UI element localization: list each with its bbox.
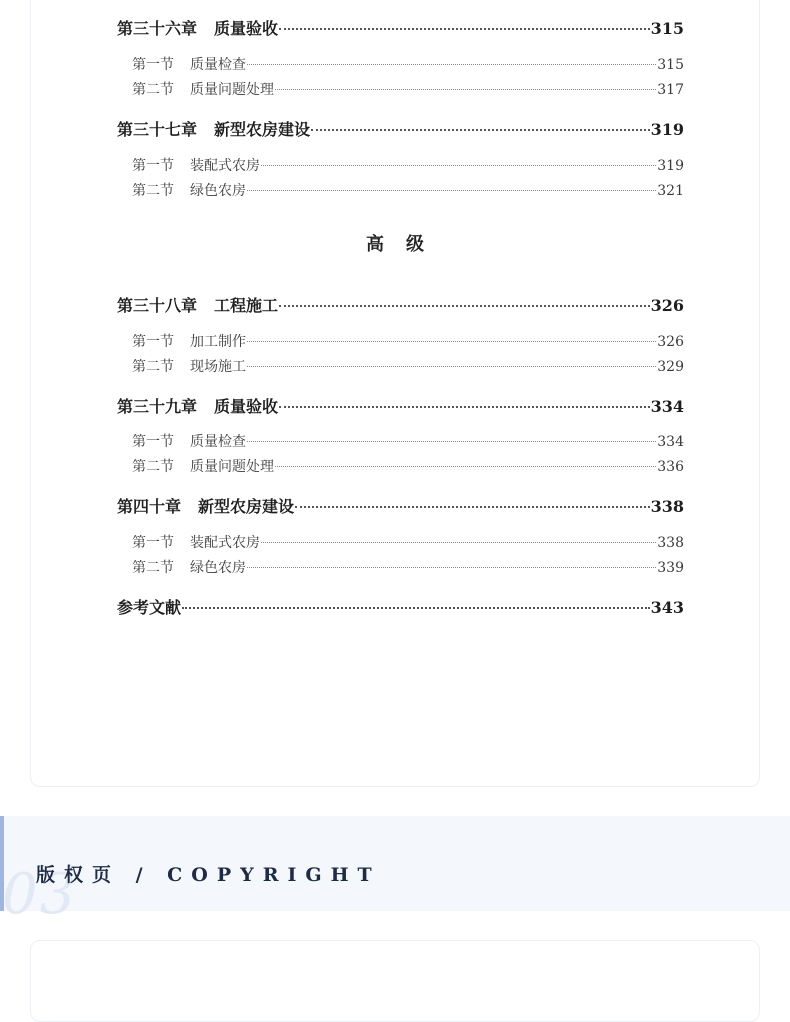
toc-entry-title: 装配式农房 (190, 158, 260, 174)
toc-section-row[interactable] (117, 431, 684, 451)
toc-entry-number: 第三十六章 (117, 19, 198, 38)
toc-section-row[interactable] (117, 356, 684, 376)
toc-page-number: 321 (657, 183, 684, 199)
toc-entry-title: 质量验收 (214, 397, 279, 416)
toc-page-number: 334 (650, 397, 684, 416)
toc-entry-number: 第二节 (132, 82, 174, 98)
toc-page-number: 338 (650, 497, 684, 516)
toc-entry-title: 质量检查 (190, 434, 246, 450)
toc-entry-number: 第一节 (132, 57, 174, 73)
dot-leader (247, 567, 656, 568)
dot-leader (275, 466, 656, 467)
toc-chapter-row[interactable] (117, 394, 684, 417)
toc-page-number: 326 (657, 334, 684, 350)
toc-entry-number: 第三十七章 (117, 120, 198, 139)
toc-entry-title: 装配式农房 (190, 535, 260, 551)
dot-leader (247, 341, 656, 342)
toc-entry-title: 绿色农房 (190, 560, 246, 576)
toc-section-row[interactable] (117, 79, 684, 99)
toc-entry-number: 第一节 (132, 158, 174, 174)
dot-leader (247, 441, 656, 442)
toc-entry-title: 质量验收 (214, 19, 279, 38)
toc-page-number: 338 (657, 535, 684, 551)
dot-leader (311, 129, 650, 131)
dot-leader (279, 305, 650, 307)
toc-section-row[interactable] (117, 532, 684, 552)
dot-leader (261, 542, 656, 543)
toc-chapter-row[interactable] (117, 117, 684, 140)
dot-leader (261, 165, 656, 166)
toc-chapter-row[interactable] (117, 293, 684, 316)
toc-entry-number: 第二节 (132, 183, 174, 199)
toc-entry-number: 第一节 (132, 535, 174, 551)
toc-entry-number: 第四十章 (117, 497, 182, 516)
toc-page-number: 339 (657, 560, 684, 576)
toc-page-number: 329 (657, 359, 684, 375)
level-heading: 高级 (366, 234, 446, 255)
toc-section-row[interactable] (117, 557, 684, 577)
toc-entry-number: 第一节 (132, 434, 174, 450)
toc-entry-title: 质量问题处理 (190, 82, 274, 98)
toc-entry-title: 新型农房建设 (198, 497, 295, 516)
toc-chapter-row[interactable] (117, 494, 684, 517)
toc-section-row[interactable] (117, 456, 684, 476)
dot-leader (182, 607, 650, 609)
toc-section-row[interactable] (117, 180, 684, 200)
toc-page-number: 319 (650, 120, 684, 139)
toc-entry-title: 新型农房建设 (214, 120, 311, 139)
toc-page-number: 334 (657, 434, 684, 450)
copyright-card (30, 940, 760, 1022)
dot-leader (247, 366, 656, 367)
toc-chapter-row[interactable] (117, 595, 684, 618)
toc-page-number: 315 (657, 57, 684, 73)
dot-leader (279, 28, 650, 30)
dot-leader (275, 89, 656, 90)
section-title: 版权页 / COPYRIGHT (36, 864, 381, 886)
toc-entry-number: 第三十九章 (117, 397, 198, 416)
toc-entry-number: 参考文献 (117, 598, 182, 617)
dot-leader (247, 64, 656, 65)
toc-entry-title: 加工制作 (190, 334, 246, 350)
toc-entry-title: 质量问题处理 (190, 459, 274, 475)
toc-entry-number: 第一节 (132, 334, 174, 350)
toc-page-number: 343 (650, 598, 684, 617)
toc-chapter-row[interactable] (117, 16, 684, 39)
toc-entry-number: 第二节 (132, 459, 174, 475)
toc-entry-title: 工程施工 (214, 296, 279, 315)
toc-section-row[interactable] (117, 54, 684, 74)
toc-entry-title: 现场施工 (190, 359, 246, 375)
toc-entry-number: 第二节 (132, 359, 174, 375)
toc-entry-number: 第三十八章 (117, 296, 198, 315)
toc-entry-title: 质量检查 (190, 57, 246, 73)
toc-page-number: 319 (657, 158, 684, 174)
toc-entry-title: 绿色农房 (190, 183, 246, 199)
dot-leader (295, 506, 650, 508)
toc-entry-number: 第二节 (132, 560, 174, 576)
toc-section-row[interactable] (117, 155, 684, 175)
dot-leader (247, 190, 656, 191)
toc-page-number: 315 (650, 19, 684, 38)
section-number: 03 (2, 862, 78, 927)
toc-page-number: 326 (650, 296, 684, 315)
toc-page-number: 317 (657, 82, 684, 98)
toc-section-row[interactable] (117, 331, 684, 351)
toc-page-number: 336 (657, 459, 684, 475)
dot-leader (279, 406, 650, 408)
